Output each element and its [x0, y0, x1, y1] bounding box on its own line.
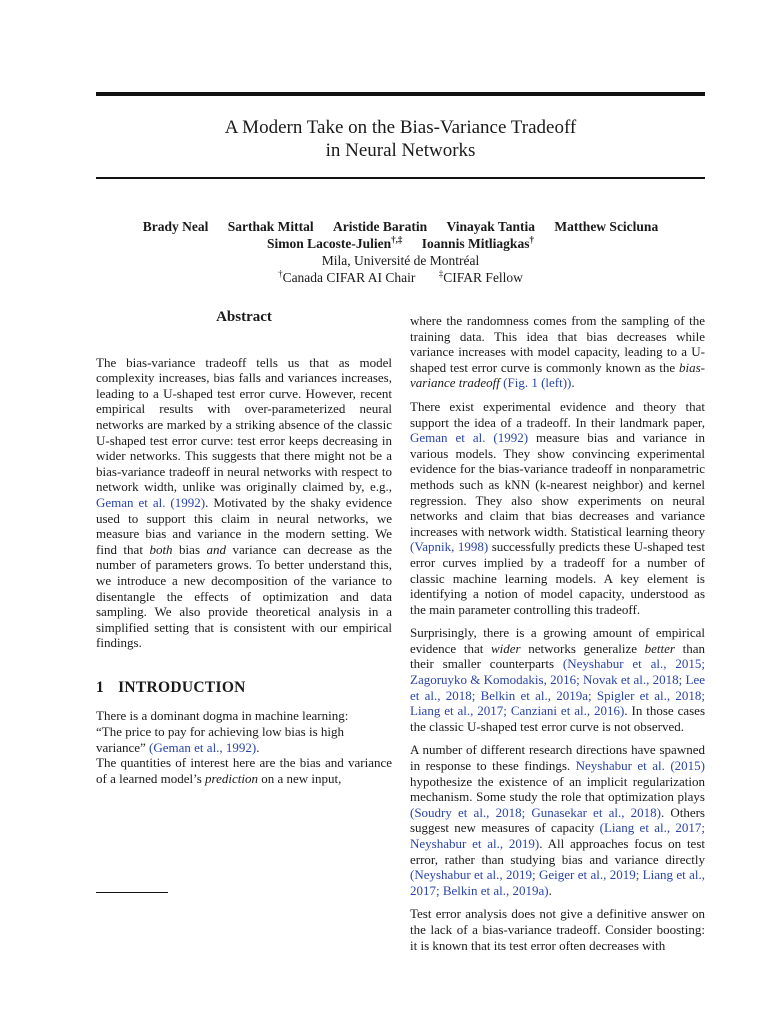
abstract-emphasis: and [206, 541, 226, 557]
paragraph [410, 399, 705, 617]
right-column [410, 313, 705, 961]
paragraph-segment: . All approaches focus on test error, rather than studying bias and variance directly [410, 836, 705, 867]
abstract-segment: variance can decrease as the number of parameters grows. To better understand this, we introduce a new decomposition of the variance to disentangle the effects of optimization and data sampling. We also provide theoretical analysis in a simplified setting that is consistent with our empirical findings. [96, 541, 392, 651]
funding-2 [439, 270, 523, 285]
paragraph-segment: networks generalize [520, 640, 645, 656]
abstract-segment: bias [172, 541, 207, 557]
funding-line [96, 269, 705, 286]
author-name-with-mark [267, 236, 402, 251]
paragraph-emphasis: bias-variance tradeoff [410, 359, 705, 391]
title-top-rule [96, 92, 705, 96]
paragraph-segment: measure bias and variance in various models. They show convincing experimental evidence for the bias-variance tradeoff in nonparametric methods such as kNN (k-nearest neighbor) and kernel regression. They also show experiments on neural networks and claim that bias decreases and variance increases with network width. Statistical learning theory [410, 430, 705, 539]
abstract-heading: Abstract [216, 309, 272, 325]
citation-link[interactable]: (Neyshabur et al., 2015; Zagoruyko & Komodakis, 2016; Novak et al., 2018; Lee et al., 2018; Belkin et al., 2019a; Spigler et al., 2018; Liang et al., 2017; Canziani et al., 2016) [410, 656, 705, 719]
paragraph-emphasis: prediction [205, 770, 258, 786]
title-bottom-rule [96, 177, 705, 179]
paragraph-segment: . Others suggest new measures of capacity [410, 804, 705, 836]
paragraph-emphasis: wider [491, 640, 521, 656]
author-name: Matthew Scicluna [554, 219, 659, 234]
block-quote [96, 724, 392, 755]
author-name: Vinayak Tantia [446, 219, 535, 234]
title-line-1: A Modern Take on the Bias-Variance Tradeoff [224, 117, 577, 138]
intro-paragraph [96, 755, 392, 786]
citation-link[interactable]: (Vapnik, 1998) [410, 539, 489, 555]
paragraph-segment: . [571, 375, 575, 391]
funding-mark: ‡ [438, 268, 444, 279]
citation-link[interactable]: (Neyshabur et al., 2019; Geiger et al., 2019; Liang et al., 2017; Belkin et al., 2019a) [410, 867, 705, 898]
paragraph-segment: where the randomness comes from the sampling of the training data. This idea that bias decreases while variance increases with model capacity, leading to a U-shaped test error curve is commonly known as the [410, 313, 705, 375]
paragraph [410, 625, 705, 734]
paragraph-emphasis: better [644, 640, 675, 656]
left-column [96, 310, 392, 786]
abstract-text [96, 355, 392, 651]
funding-mark: † [278, 268, 283, 279]
quote-text: “The price to pay for achieving low bias is high variance” [96, 724, 345, 755]
paper-title [96, 116, 705, 162]
paragraph-segment: There exist experimental evidence and theory that support the idea of a tradeoff. In their landmark paper, [410, 398, 705, 430]
paragraph [410, 313, 705, 391]
paragraph [410, 742, 705, 898]
funding-text: CIFAR Fellow [443, 270, 523, 285]
citation-link[interactable]: Geman et al. (1992) [96, 494, 206, 510]
intro-lead: There is a dominant dogma in machine learning: [96, 708, 349, 724]
abstract-segment: . Motivated by the shaky evidence used to support this claim in neural networks, we measure bias and variance in the modern setting. We find that [96, 494, 393, 557]
author-name: Ioannis Mitliagkas [421, 236, 530, 251]
author-block [96, 218, 705, 286]
paragraph-segment: hypothesize the existence of an implicit regularization mechanism. Some study the role that optimization plays [410, 773, 705, 805]
title-line-2: in Neural Networks [325, 140, 476, 161]
paragraph-segment: . [548, 882, 552, 898]
section-heading-introduction [96, 680, 392, 696]
author-name: Simon Lacoste-Julien [267, 236, 392, 251]
citation-link[interactable]: (Liang et al., 2017; Neyshabur et al., 2019) [410, 820, 705, 851]
author-name: Brady Neal [142, 219, 209, 234]
affiliation-mark: † [529, 234, 534, 245]
citation-link[interactable]: (Geman et al., 1992) [149, 739, 257, 755]
paragraph-segment: . In those cases the classic U-shaped test error curve is not observed. [410, 703, 706, 734]
funding-1 [278, 270, 415, 285]
paragraph-segment: than their smaller counterparts [410, 640, 706, 672]
abstract-emphasis: both [149, 541, 173, 557]
affiliation-mark: †,‡ [391, 234, 403, 245]
author-row-2 [96, 235, 705, 252]
section-number: 1 [96, 678, 105, 696]
citation-link[interactable]: Geman et al. (1992) [410, 430, 529, 446]
abstract-segment: The bias-variance tradeoff tells us that as model complexity increases, bias falls and variances increases, leading to a U-shaped test error curve. However, recent empirical results with over-parameterized neural networks are marked by a striking absence of the classic U-shaped test error curve: test error keeps decreasing in wider networks. This suggests that there might not be a bias-variance tradeoff in neural networks with respect to network width, unlike was originally claimed by, e.g., [96, 354, 392, 495]
paragraph-segment: Surprisingly, there is a growing amount of empirical evidence that [410, 625, 705, 656]
author-name-with-mark [422, 236, 534, 251]
author-name: Sarthak Mittal [227, 219, 314, 234]
funding-text: Canada CIFAR AI Chair [282, 270, 416, 285]
affiliation: Mila, Université de Montréal [321, 253, 480, 268]
author-name: Aristide Baratin [333, 219, 428, 234]
citation-link[interactable]: Neyshabur et al. (2015) [575, 758, 705, 774]
paragraph-segment: successfully predicts these U-shaped test error curves implied by a tradeoff for a number of classic machine learning models. A key element is identifying a notion of model capacity, understood as the main parameter controlling this tradeoff. [410, 539, 705, 617]
paragraph-segment: The quantities of interest here are the bias and variance of a learned model’s [96, 755, 392, 786]
section-title: INTRODUCTION [118, 678, 246, 696]
footnote-rule [96, 892, 168, 893]
quote-text: . [256, 739, 260, 755]
author-row-1 [96, 218, 705, 235]
citation-link[interactable]: (Soudry et al., 2018; Gunasekar et al., 2018) [410, 804, 661, 820]
figure-reference-link[interactable]: (Fig. 1 (left)) [503, 375, 572, 391]
paragraph: Test error analysis does not give a definitive answer on the lack of a bias-variance tradeoff. Consider boosting: it is known that its test error often decreases with [410, 906, 705, 953]
paragraph-segment: A number of different research directions have spawned in response to these findings. [410, 742, 705, 774]
paragraph-segment: on a new input, [257, 770, 342, 786]
